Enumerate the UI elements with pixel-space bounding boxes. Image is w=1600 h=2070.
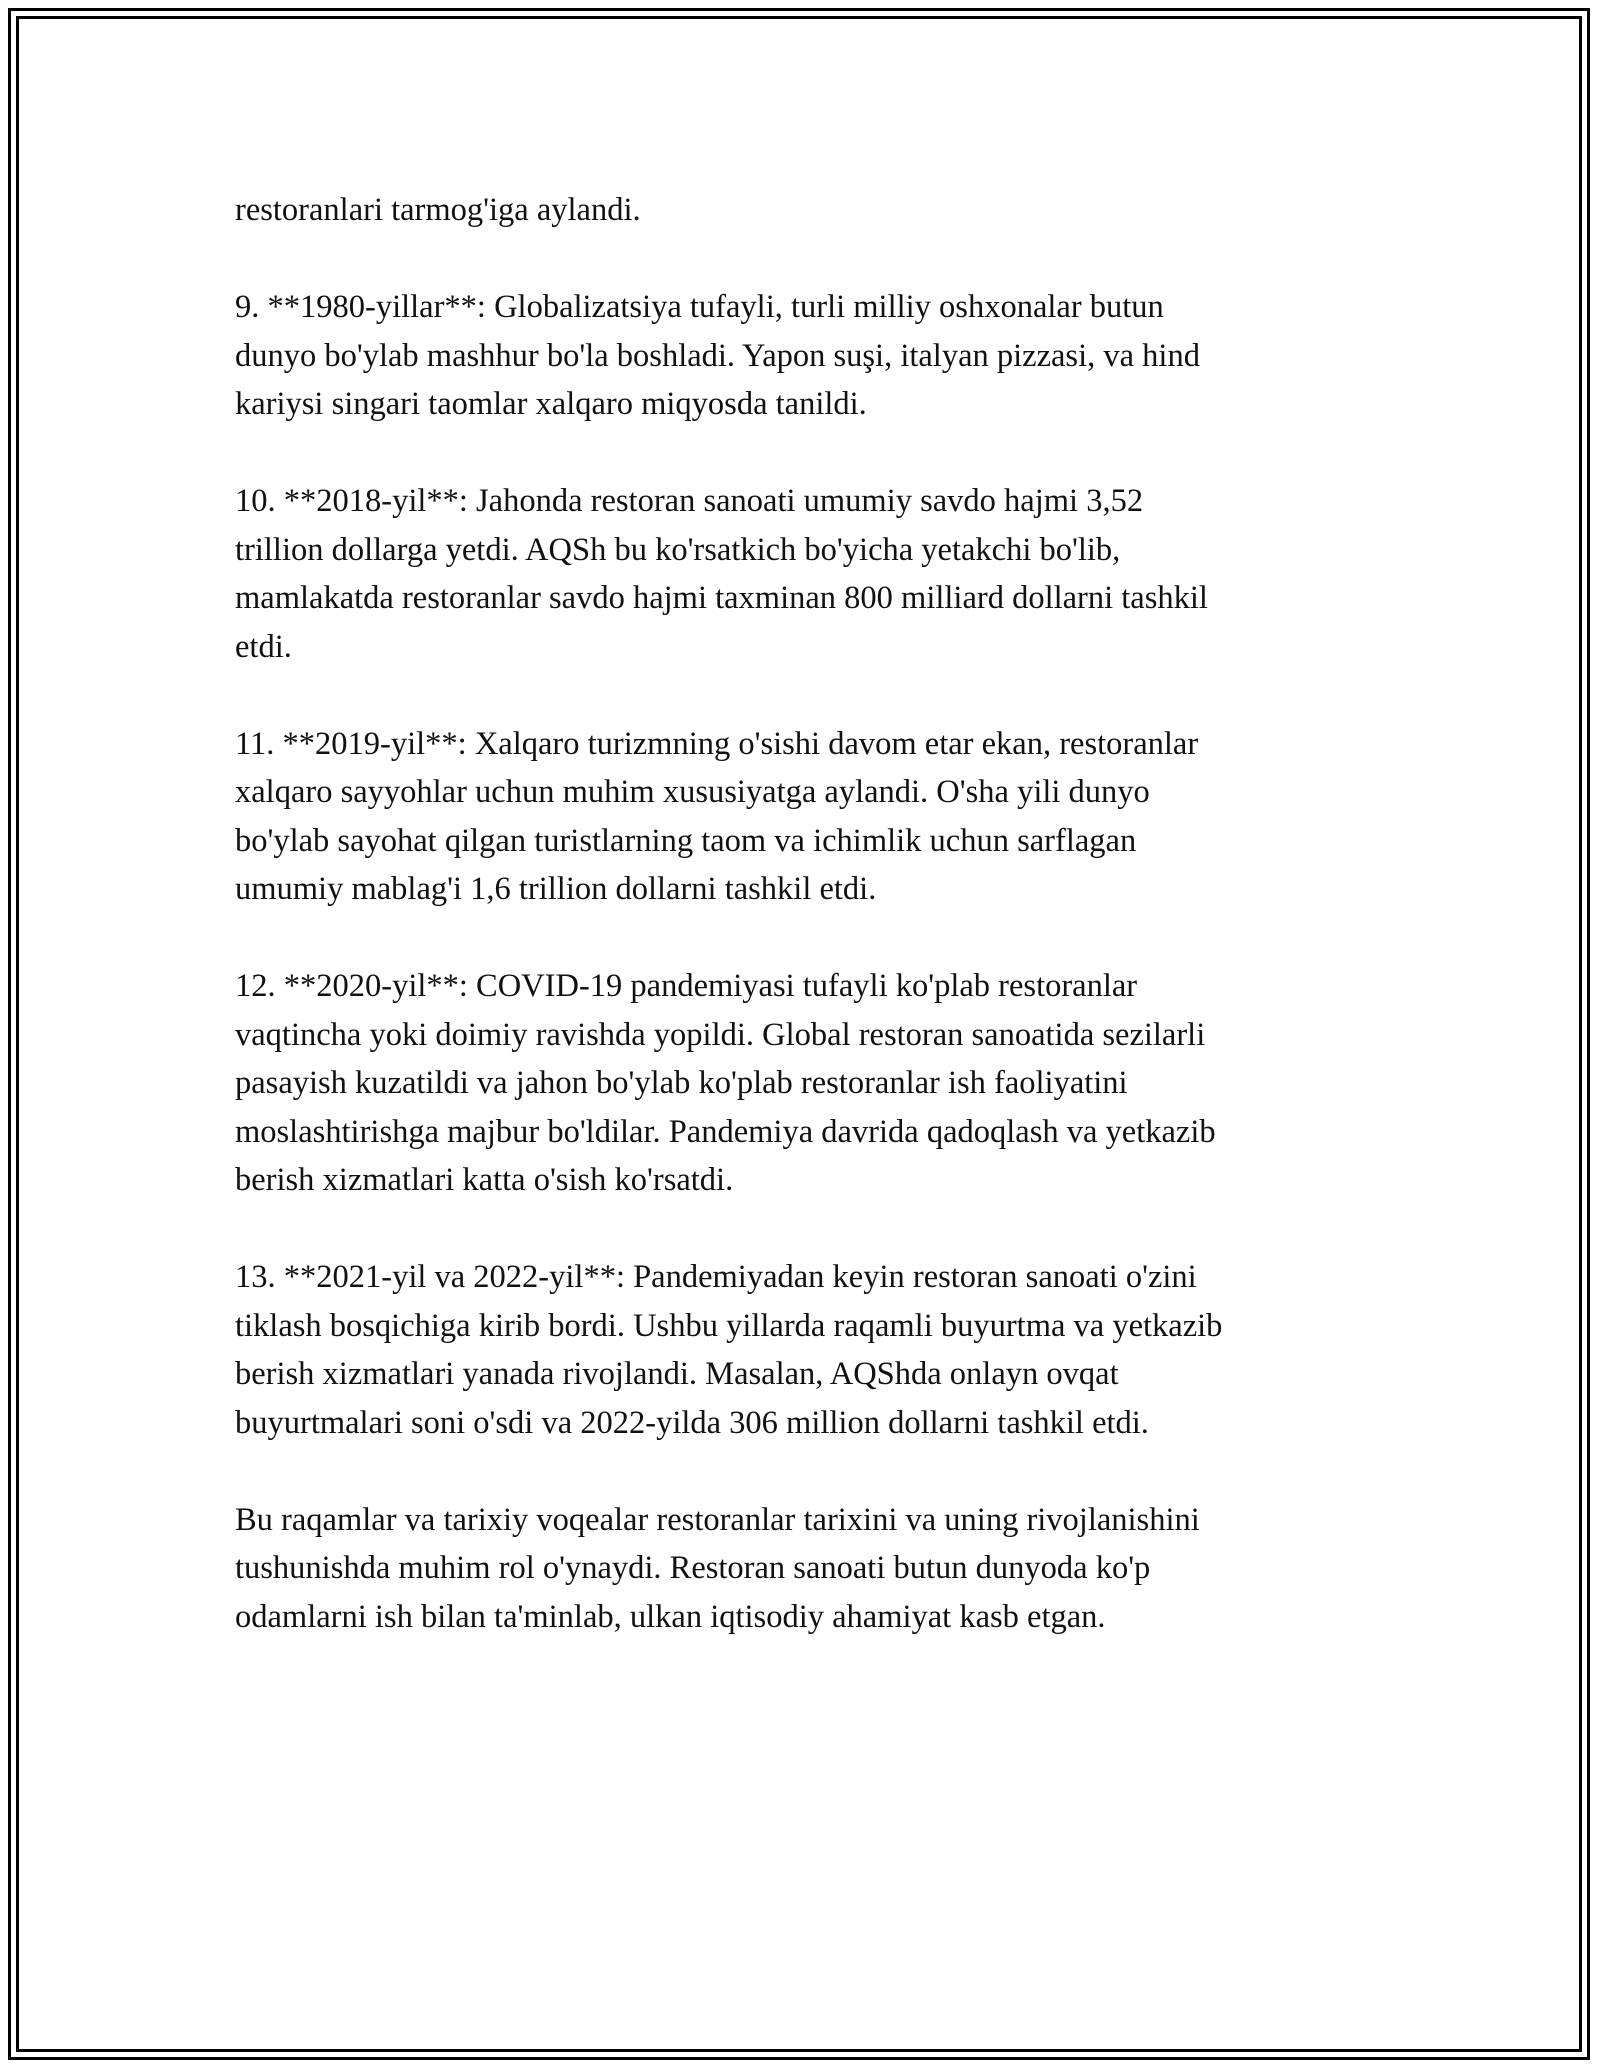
paragraph-item-12 (235, 962, 1370, 1205)
paragraph-item-9 (235, 283, 1370, 429)
text-line: Bu raqamlar va tarixiy voqealar restoranlar tarixini va uning rivojlanishini (235, 1501, 1200, 1538)
text-line: 13. **2021-yil va 2022-yil**: Pandemiyadan keyin restoran sanoati o'zini (235, 1259, 1197, 1295)
text-line: trillion dollarga yetdi. AQSh bu ko'rsatkich bo'yicha yetakchi bo'lib, (235, 531, 1121, 568)
text-line: odamlarni ish bilan ta'minlab, ulkan iqtisodiy ahamiyat kasb etgan. (235, 1598, 1106, 1635)
text-line: 10. **2018-yil**: Jahonda restoran sanoati umumiy savdo hajmi 3,52 (235, 483, 1144, 519)
paragraph-item-13 (235, 1253, 1370, 1447)
text-line: umumiy mablag'i 1,6 trillion dollarni tashkil etdi. (235, 871, 877, 907)
text-line: tushunishda muhim rol o'ynaydi. Restoran sanoati butun dunyoda ko'p (235, 1550, 1151, 1586)
text-line: mamlakatda restoranlar savdo hajmi taxminan 800 milliard dollarni tashkil (235, 580, 1208, 616)
text-line: 12. **2020-yil**: COVID-19 pandemiyasi tufayli ko'plab restoranlar (235, 968, 1138, 1004)
text-line: vaqtincha yoki doimiy ravishda yopildi. Global restoran sanoatida sezilarli (235, 1016, 1206, 1053)
text-line: xalqaro sayyohlar uchun muhim xususiyatga aylandi. O'sha yili dunyo (235, 774, 1150, 810)
text-line: pasayish kuzatildi va jahon bo'ylab ko'plab restoranlar ish faoliyatini (235, 1065, 1128, 1101)
text-line: berish xizmatlari katta o'sish ko'rsatdi. (235, 1162, 734, 1198)
text-line: buyurtmalari soni o'sdi va 2022-yilda 306 million dollarni tashkil etdi. (235, 1404, 1149, 1441)
paragraph-conclusion (235, 1496, 1370, 1642)
text-line: berish xizmatlari yanada rivojlandi. Masalan, AQShda onlayn ovqat (235, 1356, 1119, 1392)
paragraph-continuation (235, 186, 1370, 235)
text-line: 11. **2019-yil**: Xalqaro turizmning o'sishi davom etar ekan, restoranlar (235, 725, 1199, 762)
text-line: etdi. (235, 628, 292, 665)
text-line: tiklash bosqichiga kirib bordi. Ushbu yillarda raqamli buyurtma va yetkazib (235, 1307, 1223, 1344)
paragraph-item-10 (235, 477, 1370, 671)
document-body (235, 186, 1370, 1690)
text-line: restoranlari tarmog'iga aylandi. (235, 192, 641, 228)
text-line: moslashtirishga majbur bo'ldilar. Pandemiya davrida qadoqlash va yetkazib (235, 1113, 1216, 1150)
paragraph-item-11 (235, 720, 1370, 914)
text-line: kariysi singari taomlar xalqaro miqyosda tanildi. (235, 386, 867, 422)
text-line: bo'ylab sayohat qilgan turistlarning taom va ichimlik uchun sarflagan (235, 822, 1137, 859)
text-line: dunyo bo'ylab mashhur bo'la boshladi. Yapon suşi, italyan pizzasi, va hind (235, 337, 1200, 374)
text-line: 9. **1980-yillar**: Globalizatsiya tufayli, turli milliy oshxonalar butun (235, 289, 1164, 325)
